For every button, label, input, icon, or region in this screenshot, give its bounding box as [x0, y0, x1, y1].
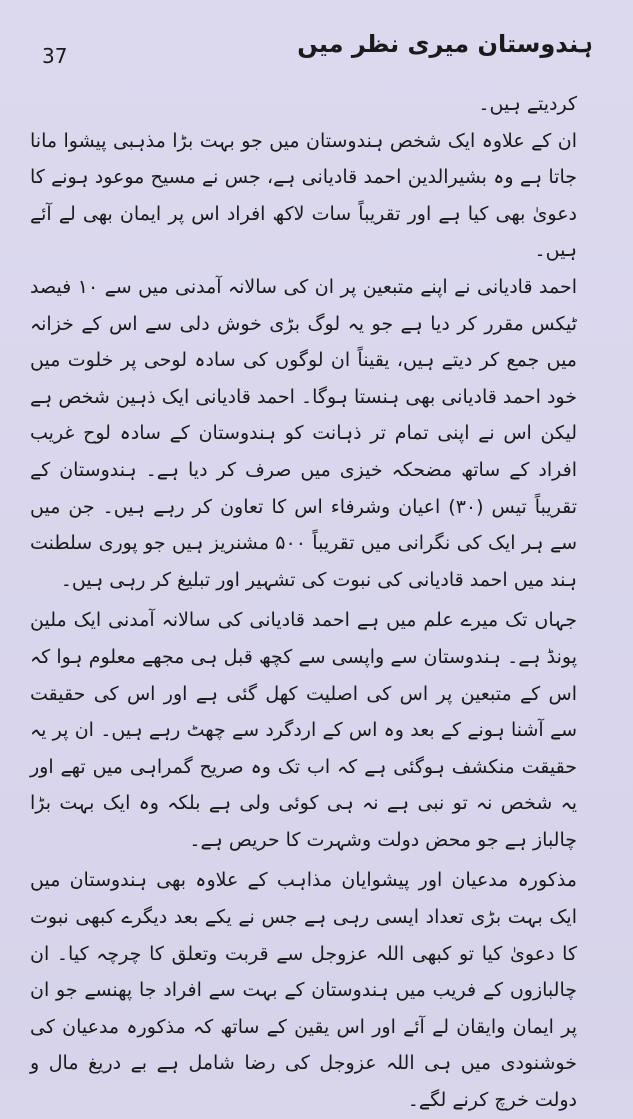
paragraph-4: جہاں تک میرے علم میں ہے احمد قادیانی کی سالانہ آمدنی ایک ملین پونڈ ہے۔ ہندوستان سے واپسی سے کچھ قبل ہی مجھے معلوم ہوا کہ اس کے متبعین پر اس کی اصلیت کھل گئی ہے اور اس کی حقیقت سے آشنا ہونے کے بعد وہ اس کے اردگرد سے چھٹ رہے ہیں۔ ان پر یہ حقیقت منکشف ہوگئی ہے کہ اب تک وہ صریح گمراہی میں تھے اور یہ شخص نہ تو نبی ہے نہ ہی کوئی ولی ہے بلکہ وہ ایک بہت بڑا چالباز ہے جو محض دولت وشہرت کا حریص ہے۔	[30, 609, 577, 851]
paragraph-1: کردیتے ہیں۔	[478, 93, 577, 115]
running-header: ہندوستان میری نظر میں	[297, 30, 593, 58]
body-text	[30, 86, 603, 1119]
page-number: 37	[42, 44, 68, 68]
paragraph-5: مذکورہ مدعیان اور پیشوایان مذاہب کے علاوہ بھی ہندوستان میں ایک بہت بڑی تعداد ایسی رہی ہے جس نے یکے بعد دیگرے کبھی نبوت کا دعویٰ کیا تو کبھی اللہ عزوجل سے قربت وتعلق کا چرچہ کیا۔ ان چالبازوں کے فریب میں ہندوستان کے بہت سے افراد جا پھنسے جو ان پر ایمان وایقان لے آئے اور اس یقین کے ساتھ کہ مذکورہ مدعیان کی خوشنودی میں ہی اللہ عزوجل کی رضا شامل ہے بے دریغ مال و دولت خرچ کرنے لگے۔	[30, 869, 577, 1112]
paragraph-2: ان کے علاوہ ایک شخص ہندوستان میں جو بہت بڑا مذہبی پیشوا مانا جاتا ہے وہ بشیرالدین احمد قادیانی ہے، جس نے مسیح موعود ہونے کا دعویٰ بھی کیا ہے اور تقریباً سات لاکھ افراد اس پر ایمان بھی لے آئے ہیں۔	[30, 129, 577, 262]
paragraph-3: احمد قادیانی نے اپنے متبعین پر ان کی سالانہ آمدنی میں سے ۱۰ فیصد ٹیکس مقرر کر دیا ہے جو یہ لوگ بڑی خوش دلی سے اس کے خزانہ میں جمع کر دیتے ہیں، یقیناً ان لوگوں کی سادہ لوحی پر خلوت میں خود احمد قادیانی بھی ہنستا ہوگا۔ احمد قادیانی ایک ذہین شخص ہے لیکن اس نے اپنی تمام تر ذہانت کو ہندوستان کے سادہ لوح غریب افراد کے ساتھ مضحکہ خیزی میں صرف کر دیا ہے۔ ہندوستان کے تقریباً تیس (۳۰) اعیان وشرفاء اس کا تعاون کر رہے ہیں۔ جن میں سے ہر ایک کی نگرانی میں تقریباً ۵۰۰ مشنریز ہیں جو پوری سلطنت ہند میں احمد قادیانی کی نبوت کی تشہیر اور تبلیغ کر رہی ہیں۔	[30, 275, 577, 591]
